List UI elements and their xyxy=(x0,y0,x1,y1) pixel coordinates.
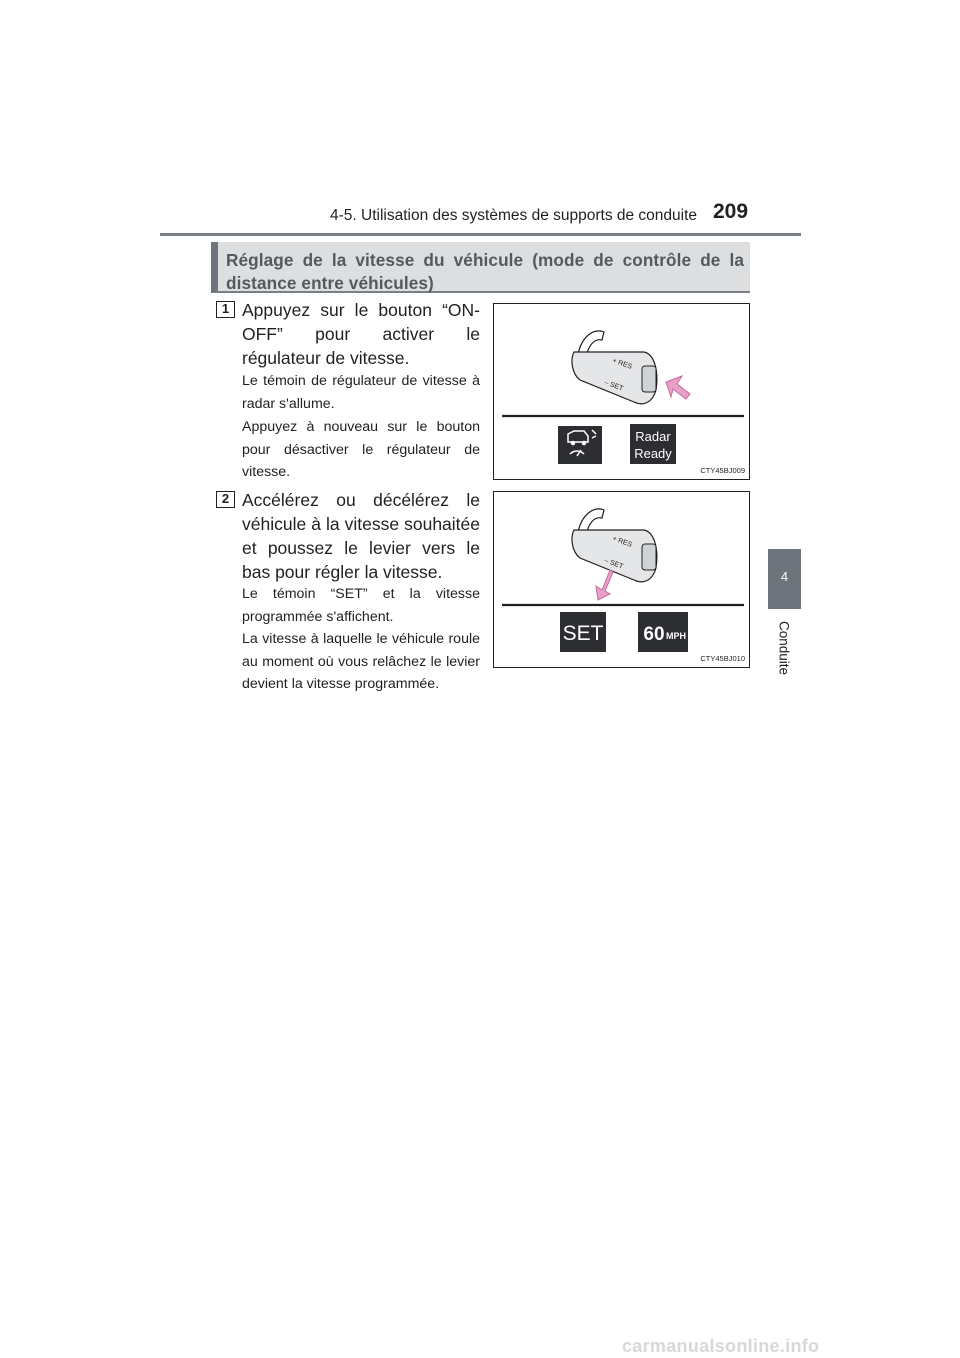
speed-unit: MPH xyxy=(666,631,686,641)
step-number-badge: 1 xyxy=(216,301,235,318)
figure-code: CTY45BJ010 xyxy=(700,654,745,663)
lever-label-set: – SET xyxy=(603,379,624,393)
radar-ready-line2: Ready xyxy=(634,446,672,461)
step-note: Appuyez à nouveau sur le bouton pour désactiver le régulateur de vitesse. xyxy=(242,419,480,480)
chapter-tab-label: Conduite xyxy=(776,620,792,676)
step-instruction: Appuyez sur le bouton “ON-OFF” pour activer le régulateur de vitesse. xyxy=(242,300,480,368)
speed-value: 60 xyxy=(643,624,665,645)
step-note: Le témoin de régulateur de vitesse à radar s'allume. xyxy=(242,373,480,412)
page-number: 209 xyxy=(713,200,749,223)
lever-label-set: – SET xyxy=(603,557,624,571)
step-note: La vitesse à laquelle le véhicule roule au moment où vous relâchez le levier devient la vitesse programmée. xyxy=(242,631,480,692)
figure-lever-set xyxy=(493,491,750,668)
step-number-badge: 2 xyxy=(216,491,235,508)
lever-illustration xyxy=(494,492,749,667)
radar-ready-line1: Radar xyxy=(635,429,671,444)
step-instruction: Accélérez ou décélérez le véhicule à la vitesse souhaitée et poussez le levier vers le bas pour régler la vitesse. xyxy=(242,490,480,582)
lever-illustration xyxy=(494,304,749,479)
chapter-tab-number: 4 xyxy=(780,569,789,584)
lever-label-res: + RES xyxy=(611,357,633,371)
section-heading-title: Réglage de la vitesse du véhicule (mode de contrôle de la distance entre véhicules) xyxy=(226,250,744,293)
watermark: carmanualsonline.info xyxy=(622,1336,820,1356)
figure-lever-on-off xyxy=(493,303,750,480)
push-down-arrow-icon xyxy=(596,570,613,600)
push-arrow-icon xyxy=(666,376,690,399)
step-note: Le témoin “SET” et la vitesse programmée s'affichent. xyxy=(242,586,480,625)
figure-code: CTY45BJ009 xyxy=(700,466,745,475)
header-section-path: 4-5. Utilisation des systèmes de supports de conduite xyxy=(330,207,698,224)
set-indicator-text: SET xyxy=(562,622,604,645)
lever-label-res: + RES xyxy=(611,535,633,549)
header-rule xyxy=(160,233,801,236)
